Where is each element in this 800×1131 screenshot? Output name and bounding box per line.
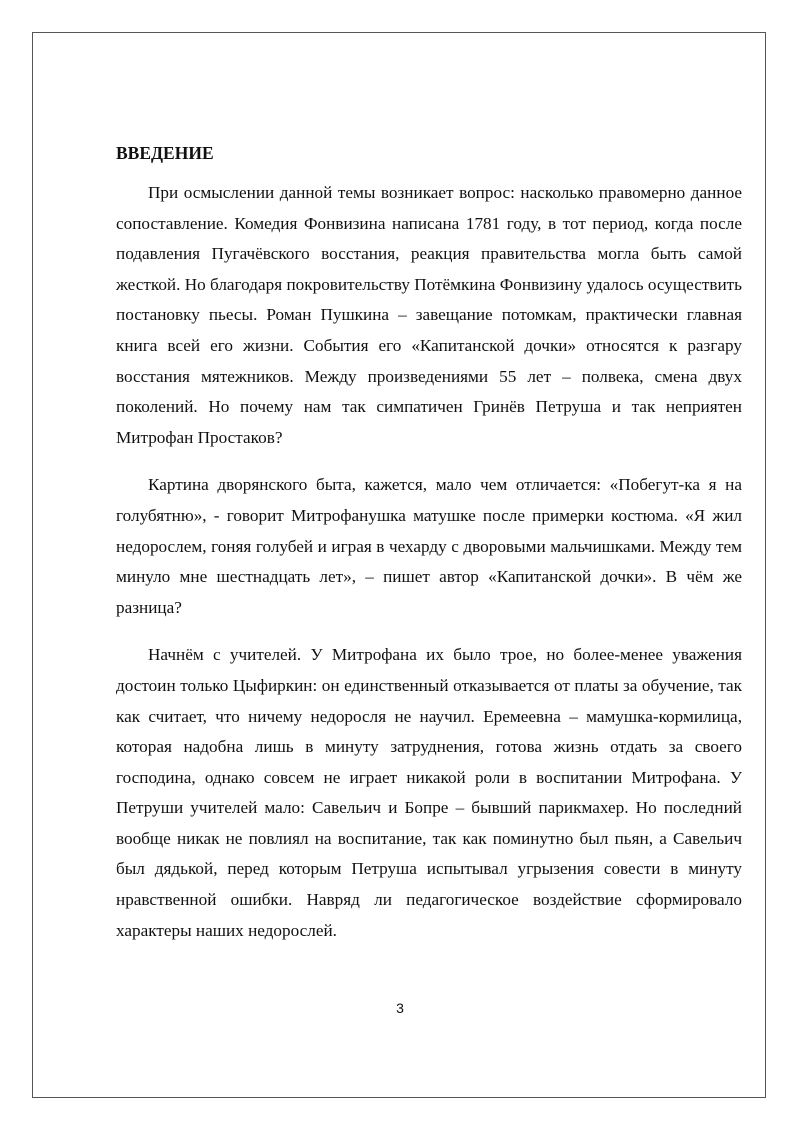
paragraph-2: Картина дворянского быта, кажется, мало чем отличается: «Побегут-ка я на голубятню», - говорит Митрофанушка матушке после примерки костюма. «Я жил недорослем, гоняя голубей и играя в чехарду с дворовыми мальчишками. Между тем минуло мне шестнадцать лет», – пишет автор «Капитанской дочки». В чём же разница? (116, 475, 742, 617)
document-body (116, 140, 742, 963)
paragraph-1: При осмыслении данной темы возникает вопрос: насколько правомерно данное сопоставление. Комедия Фонвизина написана 1781 году, в тот период, когда после подавления Пугачёвского восстания, реакция правительства могла быть самой жесткой. Но благодаря покровительству Потёмкина Фонвизину удалось осуществить постановку пьесы. Роман Пушкина – завещание потомкам, практически главная книга всей его жизни. События его «Капитанской дочки» относятся к разгару восстания мятежников. Между произведениями 55 лет – полвека, смена двух поколений. Но почему нам так симпатичен Гринёв Петруша и так неприятен Митрофан Простаков? (116, 183, 742, 447)
paragraph-3: Начнём с учителей. У Митрофана их было трое, но более-менее уважения достоин только Цыфиркин: он единственный отказывается от платы за обучение, так как считает, что ничему недоросля не научил. Еремеевна – мамушка-кормилица, которая надобна лишь в минуту затруднения, готова жизнь отдать за своего господина, однако совсем не играет никакой роли в воспитании Митрофана. У Петруши учителей мало: Савельич и Бопре – бывший парикмахер. Но последний вообще никак не повлиял на воспитание, так как поминутно был пьян, а Савельич был дядькой, перед которым Петруша испытывал угрызения совести в минуту нравственной ошибки. Навряд ли педагогическое воздействие сформировало характеры наших недорослей. (116, 645, 742, 940)
page-number: 3 (396, 1000, 404, 1016)
section-heading: ВВЕДЕНИЕ (116, 143, 214, 163)
